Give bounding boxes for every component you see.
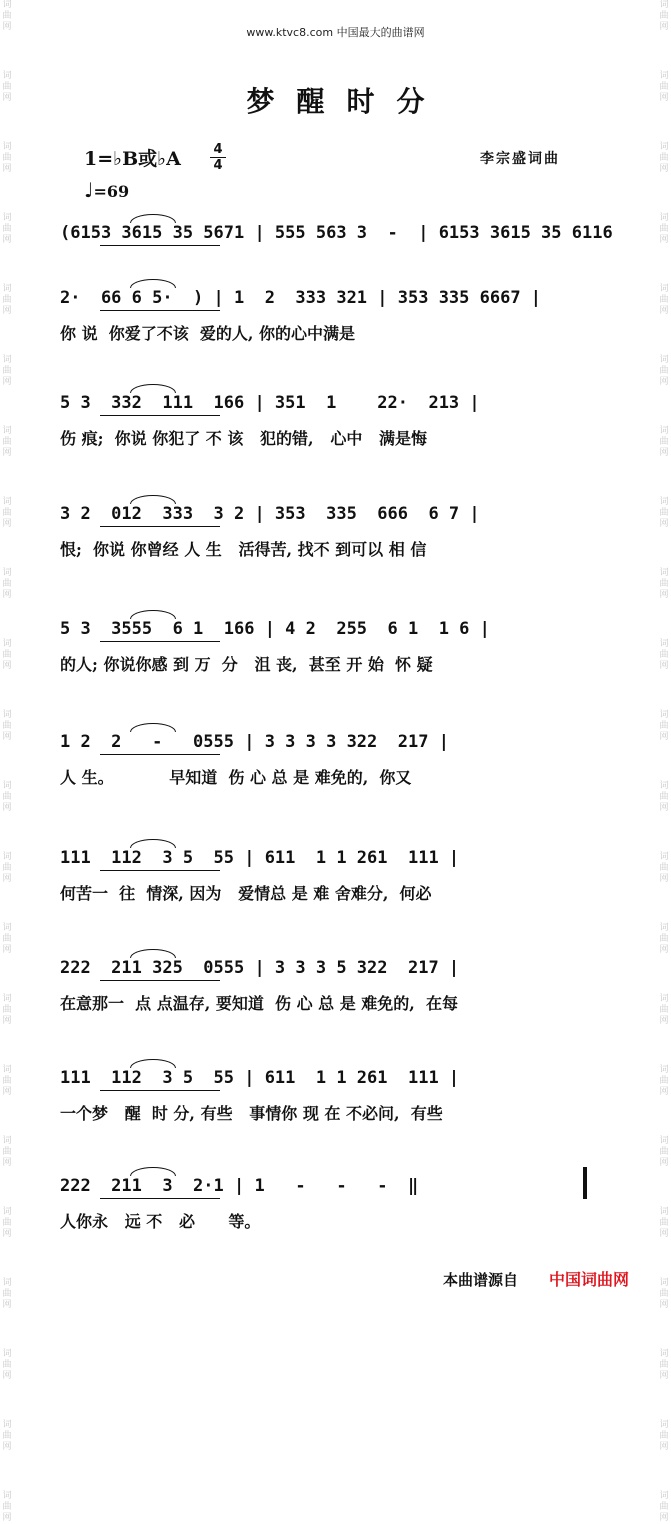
watermark-item: 词 曲 网 <box>2 1065 12 1097</box>
watermark-item: 词 曲 网 <box>659 781 669 813</box>
beam-line <box>100 1090 220 1091</box>
watermark-item: 词 曲 网 <box>659 213 669 245</box>
tempo-marking <box>84 178 129 202</box>
beam-line <box>100 310 220 311</box>
watermark-item: 词 曲 网 <box>2 1349 12 1381</box>
watermark-item: 词 曲 网 <box>2 923 12 955</box>
notation-line: 1 2 2 - 0555 | 3 3 3 3 322 217 | <box>60 732 449 752</box>
watermark-item: 词 曲 网 <box>2 1207 12 1239</box>
lyric-line: 的人; 你说你感 到 万 分 沮 丧, 甚至 开 始 怀 疑 <box>60 655 433 674</box>
watermark-item: 词 曲 网 <box>659 1420 669 1452</box>
notation-line: 2· 66 6 5· ) | 1 2 333 321 | 353 335 6667 | <box>60 288 542 308</box>
beam-line <box>100 245 220 246</box>
notation-line: 111 112 3 5 55 | 611 1 1 261 111 | <box>60 848 460 868</box>
slur-mark <box>130 723 176 732</box>
watermark-item: 词 曲 网 <box>659 0 669 32</box>
time-signature-bottom: 4 <box>213 158 223 173</box>
song-title: 梦醒时分 <box>246 85 447 118</box>
quarter-note-icon: ♩ <box>84 178 94 202</box>
watermark-item: 词 曲 网 <box>2 71 12 103</box>
watermark-item: 词 曲 网 <box>659 355 669 387</box>
slur-mark <box>130 610 176 619</box>
watermark-item: 词 曲 网 <box>659 71 669 103</box>
watermark-item: 词 曲 网 <box>659 426 669 458</box>
watermark-item: 词 曲 网 <box>659 142 669 174</box>
watermark-item: 词 曲 网 <box>659 852 669 884</box>
notation-line: (6153 3615 35 5671 | 555 563 3 - | 6153 3615 35 6116 <box>60 223 613 243</box>
watermark-item: 词 曲 网 <box>659 497 669 529</box>
lyric-line: 恨; 你说 你曾经 人 生 活得苦, 找不 到可以 相 信 <box>60 540 427 559</box>
watermark-item: 词 曲 网 <box>2 568 12 600</box>
watermark-item: 词 曲 网 <box>2 426 12 458</box>
time-signature <box>210 142 226 173</box>
beam-line <box>100 870 220 871</box>
watermark-item: 词 曲 网 <box>2 639 12 671</box>
watermark-left <box>0 0 14 1523</box>
lyric-line: 伤 痕; 你说 你犯了 不 该 犯的错, 心中 满是悔 <box>60 429 428 448</box>
beam-line <box>100 641 220 642</box>
source-label: 本曲谱源自 <box>443 1271 519 1289</box>
watermark-item: 词 曲 网 <box>2 213 12 245</box>
watermark-item: 词 曲 网 <box>659 568 669 600</box>
slur-mark <box>130 1059 176 1068</box>
watermark-item: 词 曲 网 <box>659 1207 669 1239</box>
slur-mark <box>130 839 176 848</box>
source-brand: 中国词曲网 <box>549 1270 630 1289</box>
watermark-item: 词 曲 网 <box>659 1349 669 1381</box>
lyric-line: 人你永 远 不 必 等。 <box>60 1212 261 1231</box>
lyric-line: 人 生。 早知道 伤 心 总 是 难免的, 你又 <box>60 768 412 787</box>
watermark-item: 词 曲 网 <box>659 1491 669 1523</box>
watermark-item: 词 曲 网 <box>2 284 12 316</box>
time-signature-top: 4 <box>213 142 223 157</box>
beam-line <box>100 415 220 416</box>
lyric-line: 何苦一 往 情深, 因为 爱情总 是 难 舍难分, 何必 <box>60 884 432 903</box>
watermark-item: 词 曲 网 <box>659 710 669 742</box>
watermark-item: 词 曲 网 <box>659 923 669 955</box>
beam-line <box>100 526 220 527</box>
watermark-item: 词 曲 网 <box>659 1136 669 1168</box>
watermark-item: 词 曲 网 <box>2 994 12 1026</box>
watermark-item: 词 曲 网 <box>659 1278 669 1310</box>
watermark-item: 词 曲 网 <box>2 1420 12 1452</box>
notation-line: 5 3 3555 6 1 166 | 4 2 255 6 1 1 6 | <box>60 619 490 639</box>
beam-line <box>100 754 220 755</box>
key-signature: 1=♭B或♭A <box>84 148 181 170</box>
notation-line: 5 3 332 111 166 | 351 1 22· 213 | <box>60 393 480 413</box>
tempo-value: =69 <box>93 182 130 201</box>
watermark-item: 词 曲 网 <box>2 710 12 742</box>
site-header: www.ktvc8.com 中国最大的曲谱网 <box>246 26 425 39</box>
composer-credit: 李宗盛词曲 <box>480 151 560 167</box>
lyric-line: 一个梦 醒 时 分, 有些 事情你 现 在 不必问, 有些 <box>60 1104 443 1123</box>
beam-line <box>100 1198 220 1199</box>
notation-line: 222 211 325 0555 | 3 3 3 5 322 217 | <box>60 958 460 978</box>
watermark-item: 词 曲 网 <box>659 1065 669 1097</box>
watermark-right <box>657 0 671 1523</box>
watermark-item: 词 曲 网 <box>2 497 12 529</box>
watermark-item: 词 曲 网 <box>659 639 669 671</box>
beam-line <box>100 980 220 981</box>
slur-mark <box>130 949 176 958</box>
watermark-item: 词 曲 网 <box>2 781 12 813</box>
watermark-item: 词 曲 网 <box>2 852 12 884</box>
slur-mark <box>130 279 176 288</box>
slur-mark <box>130 384 176 393</box>
notation-line: 222 211 3 2·1 | 1 - - - ‖ <box>60 1176 419 1196</box>
watermark-item: 词 曲 网 <box>2 1491 12 1523</box>
watermark-item: 词 曲 网 <box>659 994 669 1026</box>
watermark-item: 词 曲 网 <box>2 1278 12 1310</box>
notation-line: 111 112 3 5 55 | 611 1 1 261 111 | <box>60 1068 460 1088</box>
notation-line: 3 2 012 333 3 2 | 353 335 666 6 7 | <box>60 504 480 524</box>
watermark-item: 词 曲 网 <box>2 0 12 32</box>
watermark-item: 词 曲 网 <box>2 1136 12 1168</box>
lyric-line: 你 说 你爱了不该 爱的人, 你的心中满是 <box>60 324 355 343</box>
slur-mark <box>130 214 176 223</box>
slur-mark <box>130 495 176 504</box>
watermark-item: 词 曲 网 <box>2 355 12 387</box>
watermark-item: 词 曲 网 <box>659 284 669 316</box>
slur-mark <box>130 1167 176 1176</box>
final-barline <box>583 1167 587 1199</box>
lyric-line: 在意那一 点 点温存, 要知道 伤 心 总 是 难免的, 在每 <box>60 994 458 1013</box>
watermark-item: 词 曲 网 <box>2 142 12 174</box>
